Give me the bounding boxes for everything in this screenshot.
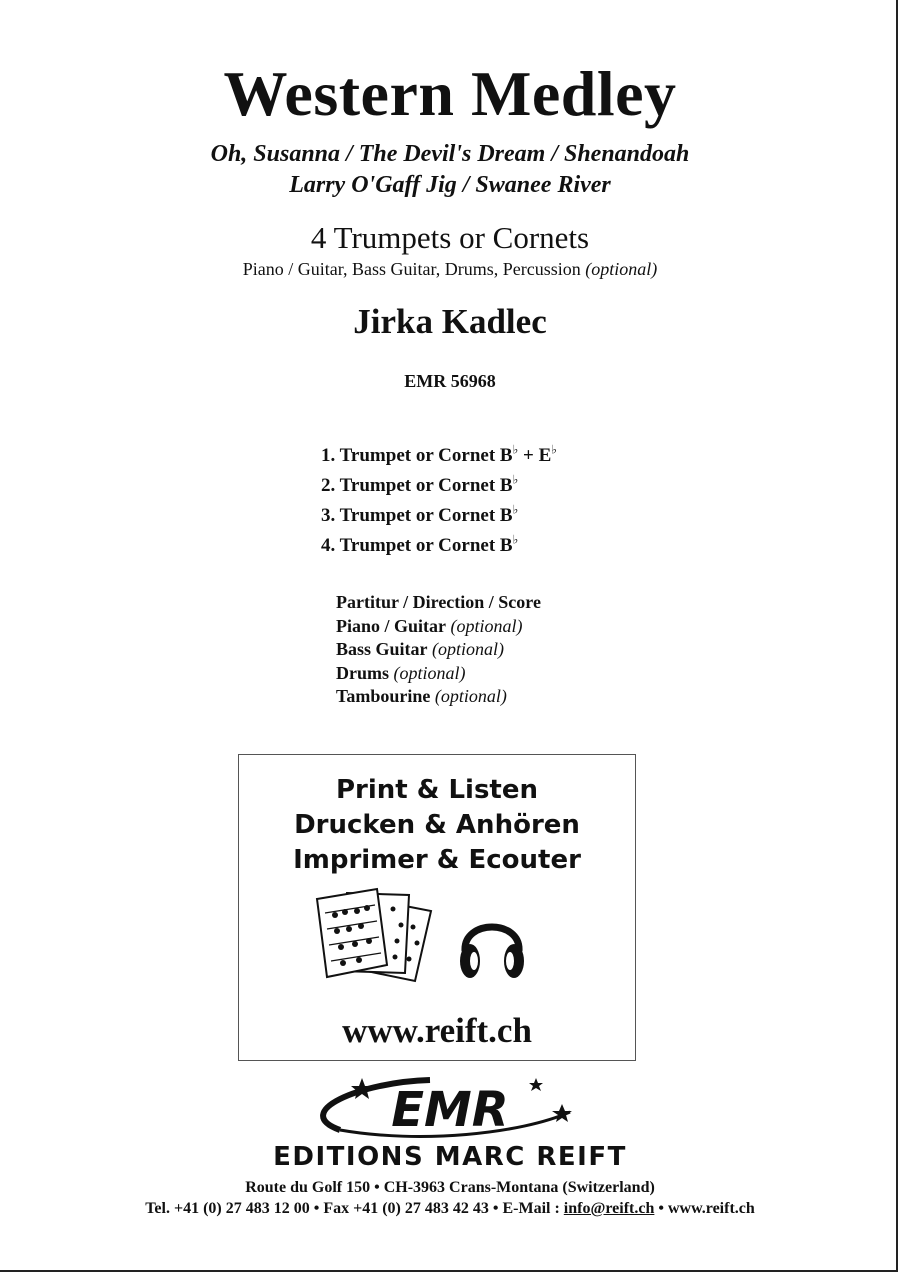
flat-sign: ♭	[512, 442, 519, 457]
extra-part-note: (optional)	[450, 615, 523, 636]
website-url[interactable]: www.reift.ch	[342, 1011, 532, 1050]
flat-sign: ♭	[512, 532, 519, 547]
emr-logo	[300, 1072, 600, 1142]
subtitle-line-2: Larry O'Gaff Jig / Swanee River	[289, 172, 611, 198]
promo-line-2: Drucken & Anhören	[294, 810, 580, 840]
promo-text	[239, 773, 635, 878]
contact-line	[0, 1201, 900, 1217]
extra-part-item	[336, 663, 541, 687]
instrumentation: 4 Trumpets or Cornets	[310, 220, 590, 255]
logo-text: EMR	[391, 1082, 509, 1138]
extra-part-label: Piano / Guitar	[336, 615, 447, 636]
flat-sign: ♭	[551, 442, 557, 457]
part-item	[321, 474, 557, 504]
part-item	[321, 444, 557, 474]
print-listen-box	[238, 754, 636, 1061]
extra-part-item	[336, 616, 541, 640]
composer: Jirka Kadlec	[353, 302, 547, 341]
subtitle-line-1: Oh, Susanna / The Devil's Dream / Shenandoah	[210, 141, 690, 167]
accompaniment	[0, 260, 900, 278]
extra-parts-list	[336, 592, 541, 710]
parts-list	[321, 444, 557, 564]
part-extra: + E	[518, 445, 552, 466]
extra-part-item	[336, 639, 541, 663]
promo-line-1: Print & Listen	[335, 775, 539, 805]
extra-part-note: (optional)	[434, 686, 507, 706]
sheet-music-icon	[313, 885, 441, 985]
part-label: 3. Trumpet or Cornet B	[321, 505, 513, 526]
part-label: 4. Trumpet or Cornet B	[321, 535, 513, 556]
promo-line-3: Imprimer & Ecouter	[293, 845, 581, 875]
part-item	[321, 534, 557, 564]
part-label: 2. Trumpet or Cornet B	[321, 475, 513, 496]
contact-tel-fax: Tel. +41 (0) 27 483 12 00 • Fax +41 (0) 27 483 42 43 • E-Mail :	[145, 1200, 564, 1217]
extra-part-label: Partitur / Direction / Score	[336, 592, 541, 612]
part-label: 1. Trumpet or Cornet B	[321, 445, 513, 466]
contact-web: • www.reift.ch	[654, 1200, 755, 1217]
flat-sign: ♭	[512, 502, 519, 517]
extra-part-note: (optional)	[432, 639, 505, 659]
email-link[interactable]: info@reift.ch	[563, 1200, 655, 1217]
flat-sign: ♭	[512, 472, 519, 487]
page-title: Western Medley	[223, 58, 677, 129]
extra-part-note: (optional)	[393, 662, 466, 683]
extra-part-label: Drums	[336, 662, 389, 683]
part-item	[321, 504, 557, 534]
accompaniment-note: (optional)	[585, 259, 658, 279]
extra-part-item	[336, 592, 541, 616]
extra-part-label: Bass Guitar	[336, 639, 428, 659]
address: Route du Golf 150 • CH-3963 Crans-Montana (Switzerland)	[245, 1179, 655, 1196]
accompaniment-text: Piano / Guitar, Bass Guitar, Drums, Percussion	[242, 259, 581, 279]
extra-part-item	[336, 686, 541, 710]
headphones-icon	[457, 905, 527, 985]
publisher-name: EDITIONS MARC REIFT	[273, 1142, 627, 1172]
catalog-number: EMR 56968	[404, 371, 496, 391]
extra-part-label: Tambourine	[336, 686, 431, 706]
